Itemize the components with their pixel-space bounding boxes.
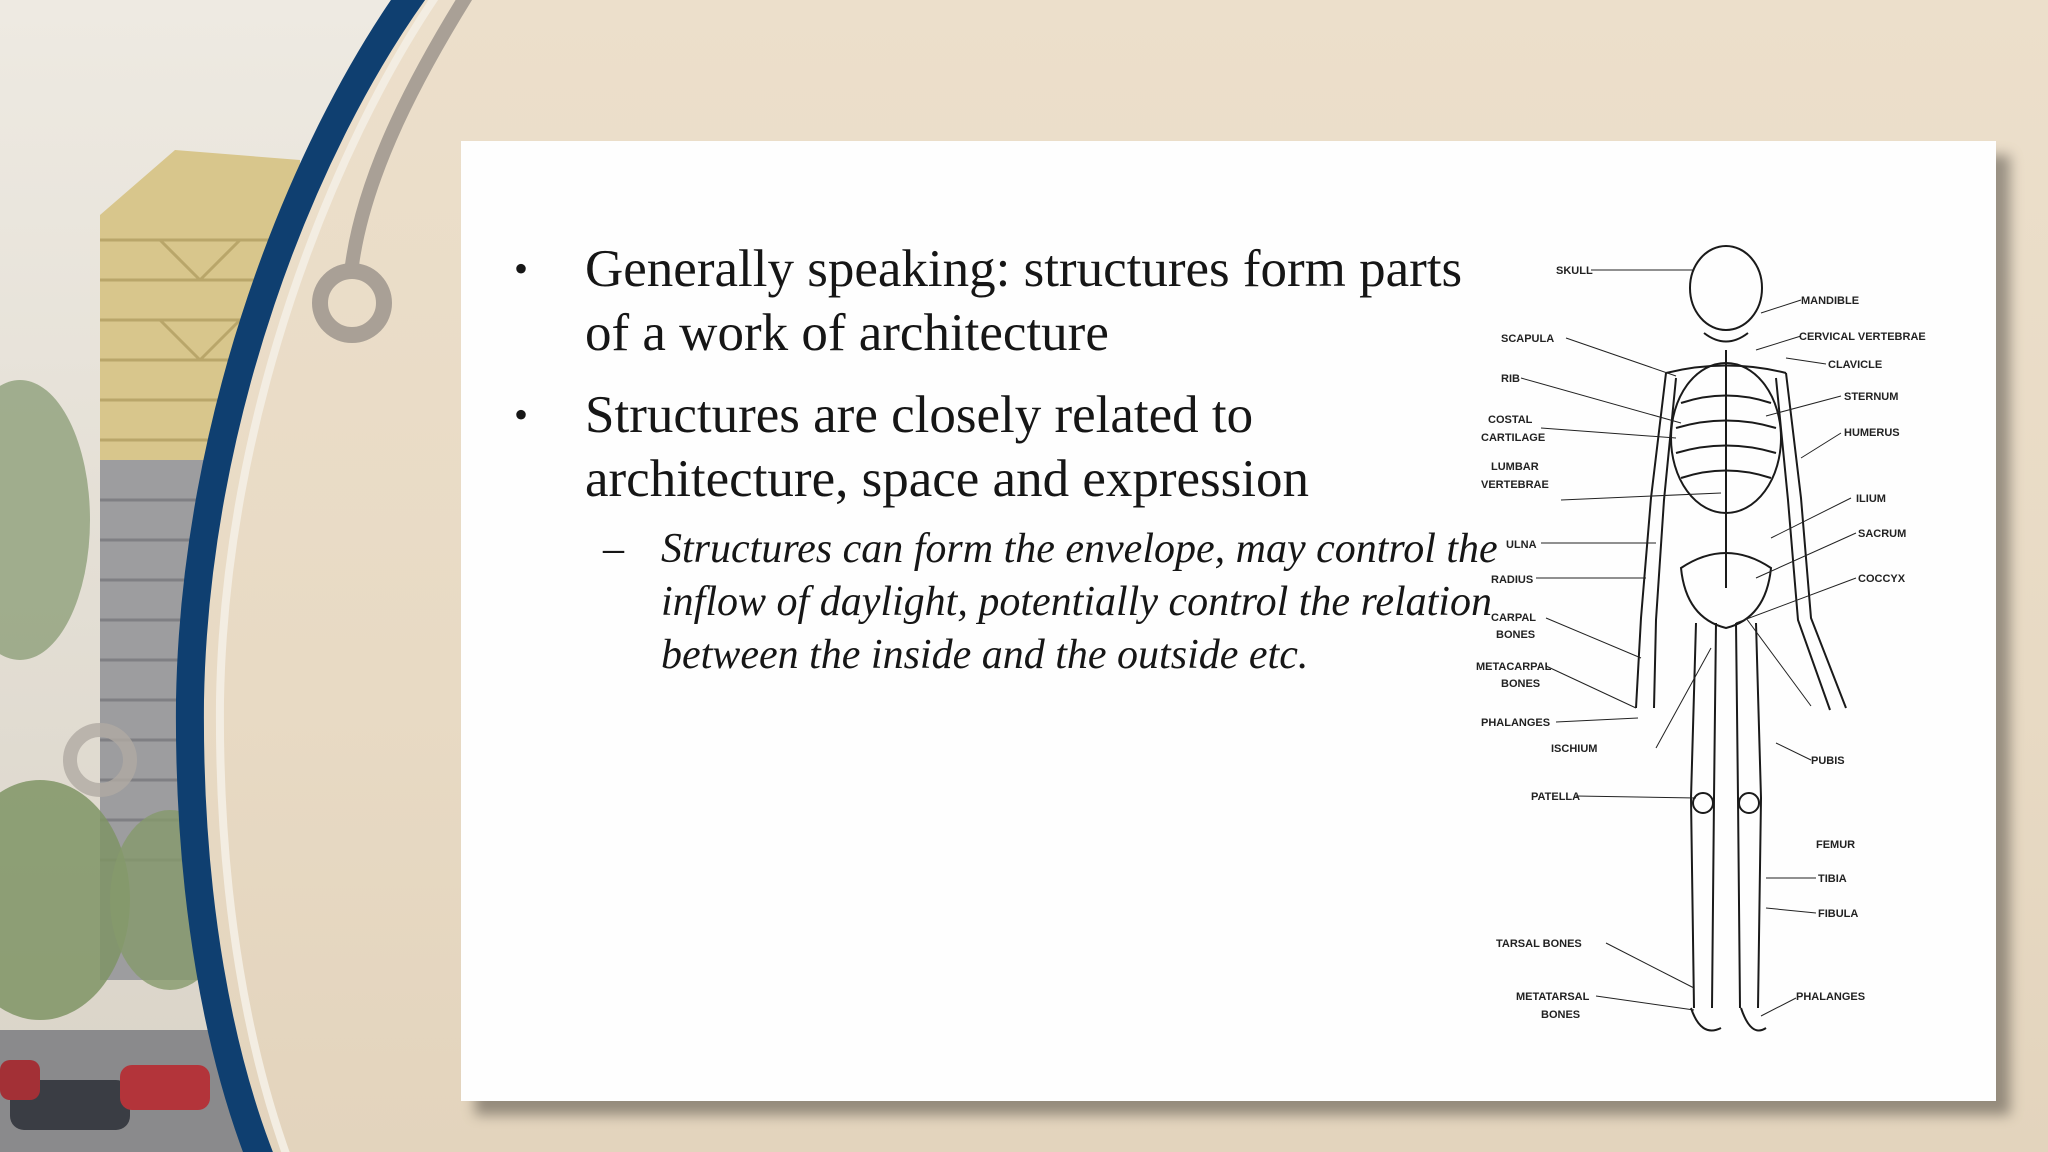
label-tarsal: TARSAL BONES [1496, 938, 1582, 950]
label-metacarpal-2: BONES [1501, 678, 1541, 690]
sub-bullet-text: Structures can form the envelope, may control the inflow of daylight, potentially control the relation between the inside and the outside etc. [661, 526, 1498, 678]
slide-card [461, 141, 1996, 1101]
label-metacarpal-1: METACARPAL [1476, 661, 1552, 673]
label-phalanges-hand: PHALANGES [1481, 717, 1551, 729]
label-phalanges-foot: PHALANGES [1796, 991, 1866, 1003]
sub-bullet-item [489, 523, 1509, 682]
label-rib: RIB [1501, 373, 1520, 385]
bullet-dot: • [514, 246, 529, 291]
label-scapula: SCAPULA [1501, 333, 1555, 345]
bullet-item-1 [489, 237, 1509, 365]
label-coccyx: COCCYX [1858, 573, 1906, 585]
label-metatarsal-1: METATARSAL [1516, 991, 1590, 1003]
label-ulna: ULNA [1506, 539, 1537, 551]
label-metatarsal-2: BONES [1541, 1009, 1581, 1021]
label-lumbar-2: VERTEBRAE [1481, 479, 1549, 491]
skeleton-diagram [1466, 238, 1986, 1038]
label-clavicle: CLAVICLE [1828, 359, 1883, 371]
ring-ornament [320, 271, 384, 335]
label-skull: SKULL [1556, 265, 1593, 277]
slide-content [489, 237, 1509, 682]
label-humerus: HUMERUS [1844, 427, 1900, 439]
label-patella: PATELLA [1531, 791, 1581, 803]
label-pubis: PUBIS [1811, 755, 1845, 767]
label-fibula: FIBULA [1818, 908, 1859, 920]
label-carpal-2: BONES [1496, 629, 1536, 641]
label-radius: RADIUS [1491, 574, 1534, 586]
label-tibia: TIBIA [1818, 873, 1847, 885]
label-costal-1: COSTAL [1488, 414, 1533, 426]
bullet-text-2: Structures are closely related to architecture, space and expression [585, 386, 1309, 508]
label-mandible: MANDIBLE [1801, 295, 1860, 307]
skull-shape [1690, 246, 1762, 330]
bullet-text-1: Generally speaking: structures form parts of a work of architecture [585, 240, 1463, 362]
label-cervical: CERVICAL VERTEBRAE [1799, 331, 1926, 343]
bullet-item-2 [489, 383, 1509, 511]
label-ischium: ISCHIUM [1551, 743, 1598, 755]
sub-bullet-dash: – [603, 526, 624, 572]
label-sternum: STERNUM [1844, 391, 1899, 403]
label-lumbar-1: LUMBAR [1491, 461, 1539, 473]
label-sacrum: SACRUM [1858, 528, 1907, 540]
label-costal-2: CARTILAGE [1481, 432, 1546, 444]
label-femur: FEMUR [1816, 839, 1856, 851]
label-carpal-1: CARPAL [1491, 612, 1537, 624]
label-ilium: ILIUM [1856, 493, 1886, 505]
bullet-dot: • [514, 392, 529, 437]
